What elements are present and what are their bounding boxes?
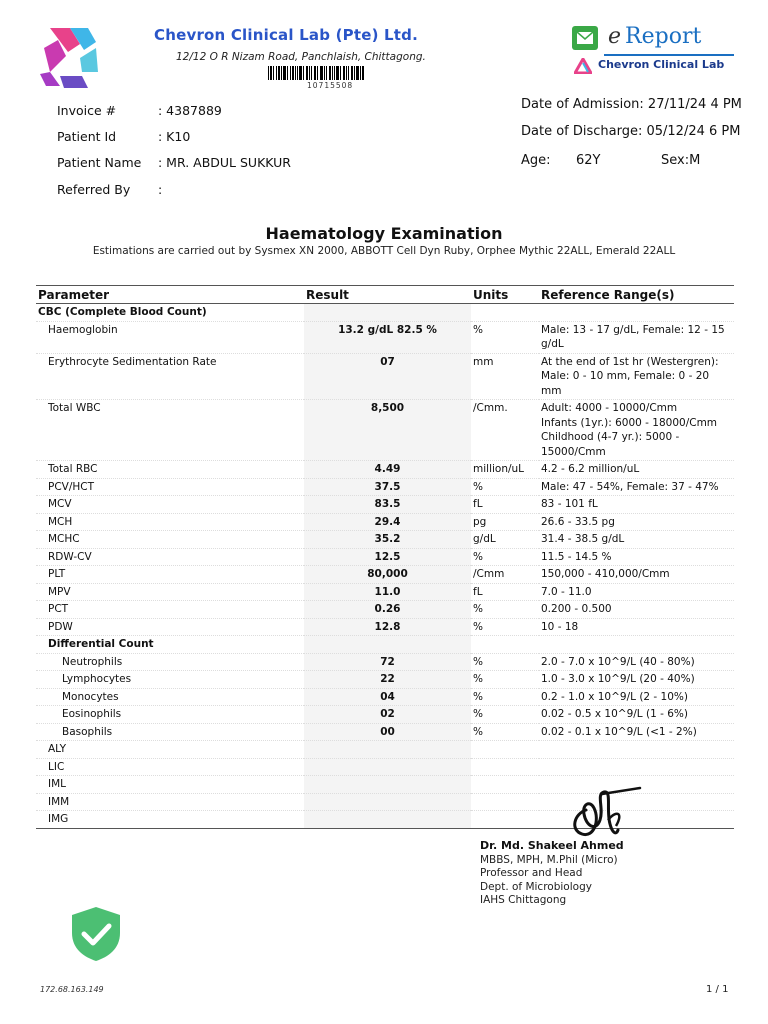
cell-reference: 4.2 - 6.2 million/uL bbox=[539, 461, 734, 479]
cell-parameter: Lymphocytes bbox=[36, 671, 304, 689]
invoice-label: Invoice # bbox=[57, 103, 117, 118]
cell-parameter: MCV bbox=[36, 496, 304, 514]
cell-result: 22 bbox=[304, 671, 471, 689]
cell-reference: 11.5 - 14.5 % bbox=[539, 548, 734, 566]
table-row bbox=[36, 653, 734, 671]
header-reference: Reference Range(s) bbox=[539, 286, 734, 304]
ereport-divider bbox=[604, 54, 734, 56]
cell-result: 80,000 bbox=[304, 566, 471, 584]
cell-parameter: Total RBC bbox=[36, 461, 304, 479]
cell-reference: Male: 13 - 17 g/dL, Female: 12 - 15 g/dL bbox=[539, 321, 734, 353]
cell-reference: 0.02 - 0.1 x 10^9/L (<1 - 2%) bbox=[539, 723, 734, 741]
cell-unit: fL bbox=[471, 583, 539, 601]
cell-result: 04 bbox=[304, 688, 471, 706]
footer-ip: 172.68.163.149 bbox=[40, 985, 104, 994]
cell-reference: At the end of 1st hr (Westergren): Male: 0 - 10 mm, Female: 0 - 20 mm bbox=[539, 353, 734, 400]
signatory-name: Dr. Md. Shakeel Ahmed bbox=[480, 839, 624, 852]
cell-parameter: MCHC bbox=[36, 531, 304, 549]
admission-date: Date of Admission: 27/11/24 4 PM bbox=[521, 97, 742, 112]
cell-reference: 31.4 - 38.5 g/dL bbox=[539, 531, 734, 549]
ereport-e: e bbox=[608, 24, 622, 49]
header-result: Result bbox=[304, 286, 471, 304]
table-row bbox=[36, 478, 734, 496]
barcode-number: 10715508 bbox=[307, 81, 354, 90]
cell-parameter: PCT bbox=[36, 601, 304, 619]
lab-logo-icon bbox=[36, 22, 102, 92]
cell-parameter: LIC bbox=[36, 758, 304, 776]
table-row bbox=[36, 671, 734, 689]
cell-unit: /Cmm. bbox=[471, 400, 539, 461]
cell-reference bbox=[539, 636, 734, 654]
cell-reference: 2.0 - 7.0 x 10^9/L (40 - 80%) bbox=[539, 653, 734, 671]
patient-name-value: : MR. ABDUL SUKKUR bbox=[158, 155, 291, 170]
table-row bbox=[36, 688, 734, 706]
cell-unit bbox=[471, 304, 539, 322]
cell-unit bbox=[471, 636, 539, 654]
cell-unit: /Cmm bbox=[471, 566, 539, 584]
cell-result: 0.26 bbox=[304, 601, 471, 619]
cell-unit: pg bbox=[471, 513, 539, 531]
cell-unit: % bbox=[471, 601, 539, 619]
patient-name-label: Patient Name bbox=[57, 155, 142, 170]
report-title: Haematology Examination bbox=[265, 224, 503, 243]
table-header-row bbox=[36, 286, 734, 304]
table-row bbox=[36, 741, 734, 759]
cell-result bbox=[304, 811, 471, 829]
age-label: Age: bbox=[521, 153, 551, 168]
table-row bbox=[36, 706, 734, 724]
cell-unit bbox=[471, 793, 539, 811]
results-table bbox=[36, 285, 734, 829]
table-row bbox=[36, 618, 734, 636]
cell-reference: 150,000 - 410,000/Cmm bbox=[539, 566, 734, 584]
table-row bbox=[36, 583, 734, 601]
ereport-subtitle: Chevron Clinical Lab bbox=[598, 58, 725, 71]
cell-unit: % bbox=[471, 723, 539, 741]
cell-parameter: Erythrocyte Sedimentation Rate bbox=[36, 353, 304, 400]
cell-result: 00 bbox=[304, 723, 471, 741]
cell-parameter: MPV bbox=[36, 583, 304, 601]
cell-reference: 26.6 - 33.5 pg bbox=[539, 513, 734, 531]
table-row bbox=[36, 461, 734, 479]
report-subtitle: Estimations are carried out by Sysmex XN 2000, ABBOTT Cell Dyn Ruby, Orphee Mythic 22ALL, Emerald 22ALL bbox=[92, 245, 676, 257]
referred-by-label: Referred By bbox=[57, 182, 131, 197]
cell-result: 07 bbox=[304, 353, 471, 400]
lab-address: 12/12 O R Nizam Road, Panchlaish, Chittagong. bbox=[176, 51, 426, 63]
cell-result: 12.8 bbox=[304, 618, 471, 636]
verified-shield-icon bbox=[68, 905, 124, 963]
patient-id-label: Patient Id bbox=[57, 129, 117, 144]
cell-unit: fL bbox=[471, 496, 539, 514]
cell-parameter: Eosinophils bbox=[36, 706, 304, 724]
age-value: 62Y bbox=[576, 153, 601, 168]
cell-result: 29.4 bbox=[304, 513, 471, 531]
cell-parameter: Total WBC bbox=[36, 400, 304, 461]
cell-reference: Adult: 4000 - 10000/Cmm Infants (1yr.): 6000 - 18000/Cmm Childhood (4-7 yr.): 5000 - 15000/Cmm bbox=[539, 400, 734, 461]
table-row bbox=[36, 513, 734, 531]
cell-unit: % bbox=[471, 618, 539, 636]
ereport-logo bbox=[572, 24, 734, 78]
results-body bbox=[36, 304, 734, 829]
cell-reference: 0.02 - 0.5 x 10^9/L (1 - 6%) bbox=[539, 706, 734, 724]
header-parameter: Parameter bbox=[36, 286, 304, 304]
envelope-icon bbox=[572, 26, 598, 50]
cell-unit: % bbox=[471, 671, 539, 689]
cell-result bbox=[304, 741, 471, 759]
cell-parameter: Monocytes bbox=[36, 688, 304, 706]
table-row bbox=[36, 723, 734, 741]
cell-result bbox=[304, 758, 471, 776]
signatory-institute: IAHS Chittagong bbox=[480, 894, 567, 906]
table-row bbox=[36, 321, 734, 353]
table-row bbox=[36, 400, 734, 461]
cell-reference bbox=[539, 304, 734, 322]
cell-reference bbox=[539, 741, 734, 759]
cell-parameter: Haemoglobin bbox=[36, 321, 304, 353]
table-row bbox=[36, 531, 734, 549]
header-units: Units bbox=[471, 286, 539, 304]
cell-result: 72 bbox=[304, 653, 471, 671]
patient-id-value: : K10 bbox=[158, 129, 191, 144]
cell-reference: 0.2 - 1.0 x 10^9/L (2 - 10%) bbox=[539, 688, 734, 706]
signatory-degree: MBBS, MPH, M.Phil (Micro) bbox=[480, 854, 618, 866]
signature-icon bbox=[566, 780, 642, 842]
cell-result: 8,500 bbox=[304, 400, 471, 461]
cell-unit: mm bbox=[471, 353, 539, 400]
referred-by-value: : bbox=[158, 182, 163, 197]
cell-reference: Male: 47 - 54%, Female: 37 - 47% bbox=[539, 478, 734, 496]
cell-reference: 83 - 101 fL bbox=[539, 496, 734, 514]
cell-reference bbox=[539, 758, 734, 776]
cell-reference: 1.0 - 3.0 x 10^9/L (20 - 40%) bbox=[539, 671, 734, 689]
ereport-report: Report bbox=[625, 24, 702, 49]
cell-parameter: Differential Count bbox=[36, 636, 304, 654]
cell-parameter: PLT bbox=[36, 566, 304, 584]
cell-parameter: IML bbox=[36, 776, 304, 794]
table-row bbox=[36, 548, 734, 566]
table-row bbox=[36, 496, 734, 514]
cell-unit: million/uL bbox=[471, 461, 539, 479]
cell-unit bbox=[471, 811, 539, 829]
cell-result bbox=[304, 793, 471, 811]
cell-result bbox=[304, 776, 471, 794]
cell-result: 4.49 bbox=[304, 461, 471, 479]
cell-unit: % bbox=[471, 548, 539, 566]
cell-unit bbox=[471, 758, 539, 776]
cell-unit bbox=[471, 776, 539, 794]
lab-name: Chevron Clinical Lab (Pte) Ltd. bbox=[154, 26, 419, 44]
table-row bbox=[36, 636, 734, 654]
cell-result: 12.5 bbox=[304, 548, 471, 566]
cell-result bbox=[304, 636, 471, 654]
small-logo-icon bbox=[574, 58, 592, 74]
discharge-date: Date of Discharge: 05/12/24 6 PM bbox=[521, 124, 741, 139]
barcode-icon bbox=[268, 66, 364, 80]
cell-reference: 7.0 - 11.0 bbox=[539, 583, 734, 601]
table-row bbox=[36, 566, 734, 584]
table-row bbox=[36, 601, 734, 619]
ereport-title bbox=[608, 24, 701, 49]
table-row bbox=[36, 758, 734, 776]
cell-unit: % bbox=[471, 478, 539, 496]
cell-parameter: PDW bbox=[36, 618, 304, 636]
cell-unit bbox=[471, 741, 539, 759]
cell-unit: g/dL bbox=[471, 531, 539, 549]
cell-result bbox=[304, 304, 471, 322]
cell-unit: % bbox=[471, 688, 539, 706]
cell-result: 11.0 bbox=[304, 583, 471, 601]
signatory-dept: Dept. of Microbiology bbox=[480, 881, 592, 893]
cell-unit: % bbox=[471, 321, 539, 353]
cell-parameter: IMG bbox=[36, 811, 304, 829]
cell-parameter: IMM bbox=[36, 793, 304, 811]
cell-parameter: Basophils bbox=[36, 723, 304, 741]
cell-parameter: CBC (Complete Blood Count) bbox=[36, 304, 304, 322]
cell-parameter: Neutrophils bbox=[36, 653, 304, 671]
invoice-value: : 4387889 bbox=[158, 103, 222, 118]
cell-reference: 10 - 18 bbox=[539, 618, 734, 636]
table-row bbox=[36, 353, 734, 400]
cell-parameter: MCH bbox=[36, 513, 304, 531]
cell-parameter: ALY bbox=[36, 741, 304, 759]
cell-result: 83.5 bbox=[304, 496, 471, 514]
signatory-title: Professor and Head bbox=[480, 867, 583, 879]
cell-result: 37.5 bbox=[304, 478, 471, 496]
cell-result: 35.2 bbox=[304, 531, 471, 549]
sex-value: Sex:M bbox=[661, 153, 701, 168]
table-row bbox=[36, 304, 734, 322]
cell-unit: % bbox=[471, 706, 539, 724]
cell-result: 02 bbox=[304, 706, 471, 724]
cell-parameter: PCV/HCT bbox=[36, 478, 304, 496]
cell-reference: 0.200 - 0.500 bbox=[539, 601, 734, 619]
page-number: 1 / 1 bbox=[706, 984, 729, 995]
cell-unit: % bbox=[471, 653, 539, 671]
cell-result: 13.2 g/dL 82.5 % bbox=[304, 321, 471, 353]
cell-parameter: RDW-CV bbox=[36, 548, 304, 566]
